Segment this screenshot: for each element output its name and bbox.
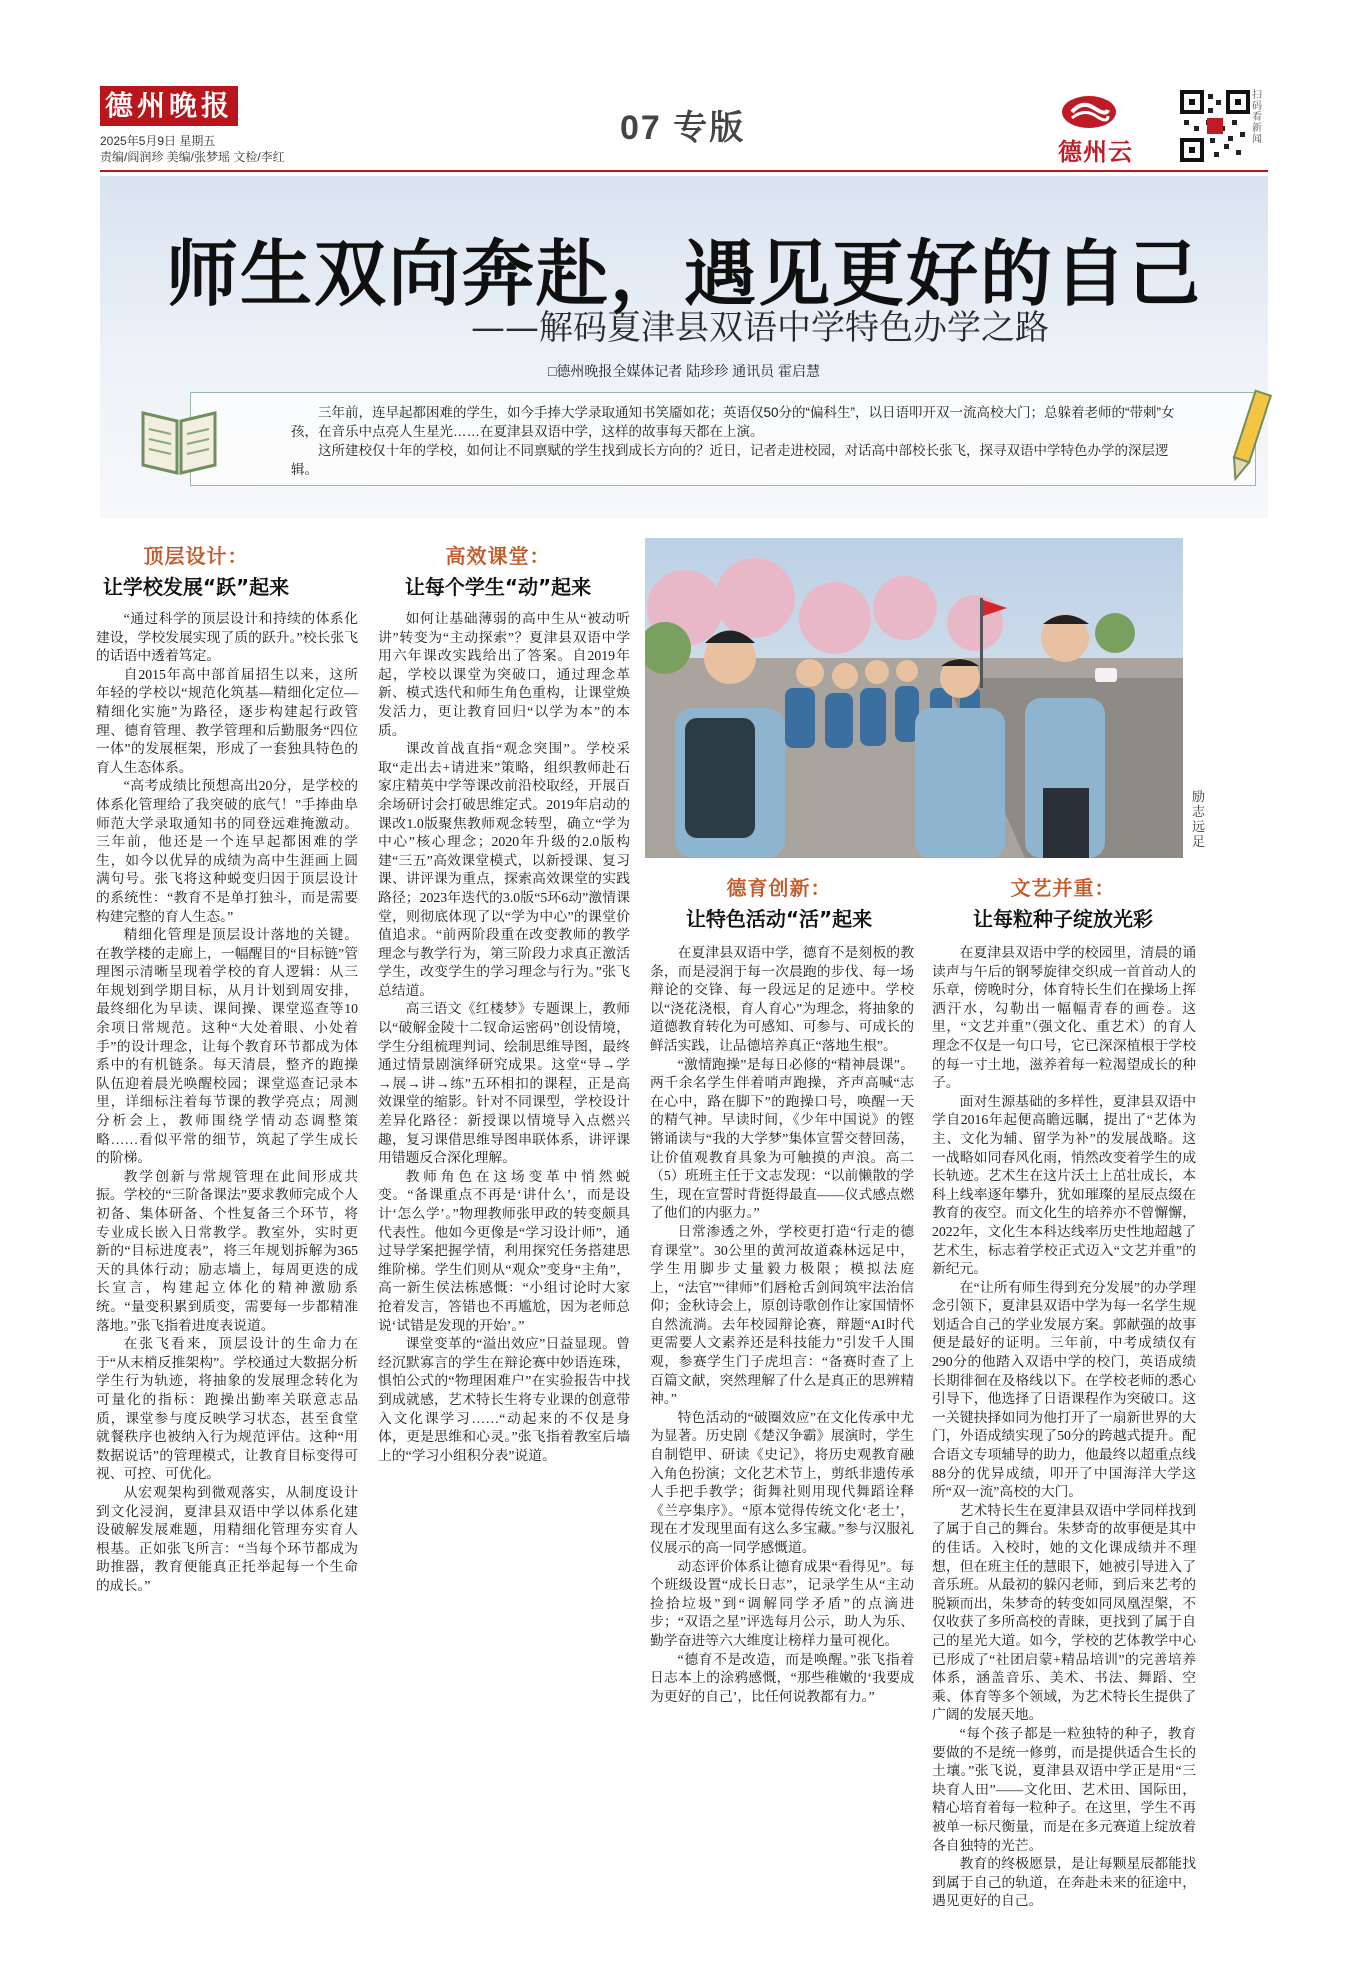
masthead <box>100 86 1270 166</box>
body-paragraph: 日常渗透之外，学校更打造“行走的德育课堂”。30公里的黄河故道森林远足中，学生用脚步丈量毅力极限；模拟法庭上，“法官”“律师”们唇枪舌剑间筑牢法治信仰；金秋诗会上，原创诗歌创作让家国情怀自然流淌。去年校园辩论赛，辩题“AI时代更需要人文素养还是科技能力”引发千人围观，参赛学生门子虎坦言：“备赛时查了上百篇文献，突然理解了什么是真正的思辨精神。” <box>650 1223 914 1407</box>
body-paragraph: 从宏观架构到微观落实，从制度设计到文化浸润，夏津县双语中学以体系化建设破解发展难题，用精细化管理夯实育人根基。正如张飞所言：“当每个环节都成为助推器，教育便能真正托举起每一个生命的成长。” <box>96 1484 358 1593</box>
intro-paragraph: 三年前，连早起都困难的学生，如今手捧大学录取通知书笑靥如花；英语仅50分的“偏科生”，以日语叩开双一流高校大门；总躲着老师的“带刺”女孩，在音乐中点亮人生星光……在夏津县双语中学，这样的故事每天都在上演。 <box>291 405 1175 439</box>
body-paragraph: “激情跑操”是每日必修的“精神晨课”。两千余名学生伴着哨声跑操，齐声高喊“志在心中，路在脚下”的跑操口号，唤醒一天的精气神。早读时间，《少年中国说》的铿锵诵读与“我的大学梦”集体宣誓交替回荡，让价值观教育具象为可触摸的声浪。高二（5）班班主任于文志发现：“以前懒散的学生，现在宣誓时背挺得最直——仪式感点燃了他们的内驱力。” <box>650 1056 914 1221</box>
body-paragraph: 动态评价体系让德育成果“看得见”。每个班级设置“成长日志”，记录学生从“主动捡拾垃圾”到“调解同学矛盾”的点滴进步；“双语之星”评选每月公示，助人为乐、勤学奋进等六大维度让榜样力量可视化。 <box>650 1558 914 1648</box>
body-paragraph: 特色活动的“破圈效应”在文化传承中尤为显著。历史剧《楚汉争霸》展演时，学生自制铠甲、研读《史记》，将历史观教育融入角色扮演；文化艺术节上，剪纸非遗传承人手把手教学；街舞社则用现代舞蹈诠释《兰亭集序》。“原本觉得传统文化‘老土’，现在才发现里面有这么多宝藏。”参与汉服礼仪展示的高一同学感慨道。 <box>650 1409 914 1555</box>
headline-area <box>100 176 1268 518</box>
body-paragraph: 教育的终极愿景，是让每颗星辰都能找到属于自己的轨道，在奔赴未来的征途中，遇见更好的自己。 <box>932 1856 1196 1909</box>
intro-box <box>190 392 1256 486</box>
body-paragraph: 面对生源基础的多样性，夏津县双语中学自2016年起便高瞻远瞩，提出了“艺体为主、文化为辅、留学为补”的发展战略。这一战略如同春风化雨，悄然改变着学生的成长轨迹。艺术生在这片沃土上茁壮成长，本科上线率逐年攀升，犹如璀璨的星辰点缀在教育的夜空。而文化生的培养亦不曾懈懈，2022年，文化生本科达线率历史性地超越了艺术生，标志着学校正式迈入“文艺并重”的新纪元。 <box>932 1093 1196 1277</box>
body-paragraph: 教师角色在这场变革中悄然蜕变。“备课重点不再是‘讲什么’，而是设计‘怎么学’。”物理教师张甲政的转变颇具代表性。他如今更像是“学习设计师”，通过导学案把握学情，利用探究任务搭建思维阶梯。学生们则从“观众”变身“主角”，高一新生侯法栋感慨：“小组讨论时大家抢着发言，答错也不再尴尬，因为老师总说‘试错是发现的开始’。” <box>378 1168 630 1333</box>
article-subtitle: ——解码夏津县双语中学特色办学之路 <box>471 308 1049 348</box>
body-paragraph: “高考成绩比预想高出20分，是学校的体系化管理给了我突破的底气！”手捧曲阜师范大学录取通知书的同登远难掩激动。三年前，他还是一个连早起都困难的学生，如今以优异的成绩为高中生涯画上圆满句号。张飞将这种蜕变归因于顶层设计的系统性：“教育不是单打独斗，而是需要构建完整的育人生态。” <box>96 778 358 924</box>
body-paragraph: “德育不是改造，而是唤醒。”张飞指着日志本上的涂鸦感慨，“那些稚嫩的‘我要成为更好的自己’，比任何说教都有力。” <box>650 1651 914 1704</box>
section-title: 让每个学生“动”起来 <box>404 575 592 599</box>
intro-paragraph: 这所建校仅十年的学校，如何让不同禀赋的学生找到成长方向的？近日，记者走进校园，对话高中部校长张飞，探寻双语中学特色办学的深层逻辑。 <box>291 443 1169 477</box>
qr-code-icon[interactable] <box>1180 90 1250 162</box>
date-line: 2025年5月9日 星期五 <box>100 134 216 148</box>
qr-hint: 扫码看新闻 <box>1252 90 1262 145</box>
section-heading-top-design <box>96 540 296 600</box>
dezhouyun-logo-icon <box>1060 94 1118 130</box>
body-paragraph: 课堂变革的“溢出效应”日益显现。曾经沉默寡言的学生在辩论赛中妙语连珠，惧怕公式的“物理困难户”在实验报告中找到成就感，艺术特长生将专业课的创意带入文化课学习……“动起来的不仅是身体，更是思维和心灵。”张飞指着教室后墙上的“学习小组积分表”说道。 <box>378 1336 630 1463</box>
body-paragraph: 教学创新与常规管理在此间形成共振。学校的“三阶备课法”要求教师完成个人初备、集体研备、个性复备三个环节，将专业成长嵌入日常教学。教室外，实时更新的“目标进度表”，将三年规划拆解为365天的具体行动；励志墙上，每周更迭的成长宣言，构建起立体化的精神激励系统。“量变积累到质变，需要每一步都精准落地。”张飞指着进度表说道。 <box>96 1168 358 1333</box>
editors-line: 责编/阎润珍 美编/张梦瑶 文检/李红 <box>100 150 285 164</box>
column-section-3 <box>650 944 914 1706</box>
body-paragraph: 课改首战直指“观念突围”。学校采取“走出去+请进来”策略，组织教师赴石家庄精英中学等课改前沿校取经，开展百余场研讨会打破思维定式。2019年启动的课改1.0版聚焦教师观念转型，确立“学为中心”核心理念；2020年升级的2.0版构建“三五”高效课堂模式，以新授课、复习课、讲评课为重点，探索高效课堂的实践路径；2023年迭代的3.0版“5环6动”激情课堂，则彻底体现了以“学为中心”的课堂价值追求。“前两阶段重在改变教师的教学理念与教学行为，第三阶段力求真正激活学生，改变学生的学习理念与行为。”张飞总结道。 <box>378 741 630 998</box>
body-paragraph: 在张飞看来，顶层设计的生命力在于“从末梢反推架构”。学校通过大数据分析学生行为轨迹，将抽象的发展理念转化为可量化的指标：跑操出勤率关联意志品质，课堂参与度反映学习状态，甚至食堂就餐秩序也被纳入行为规范评估。这种“用数据说话”的管理模式，让教育目标变得可视、可控、可优化。 <box>96 1336 358 1482</box>
body-paragraph: 精细化管理是顶层设计落地的关键。在教学楼的走廊上，一幅醒目的“目标链”管理图示清晰呈现着学校的育人逻辑：从三年规划到学期目标，从月计划到周安排，最终细化为早读、课间操、课堂巡查等10余项日常规范。这种“大处着眼、小处着手”的设计理念，让每个教育环节都成为体系中的有机链条。每天清晨，整齐的跑操队伍迎着晨光唤醒校园；课堂巡查记录本里，详细标注着每节课的教学亮点；周测分析会上，教师围绕学情动态调整策略……看似平常的细节，筑起了学生成长的阶梯。 <box>96 927 358 1166</box>
section-kicker: 高效课堂： <box>445 544 551 568</box>
column-section-2 <box>378 610 630 1465</box>
column-section-1 <box>96 610 358 1595</box>
masthead-rule <box>100 170 1268 172</box>
body-paragraph: “每个孩子都是一粒独特的种子，教育要做的不是统一修剪，而是提供适合生长的土壤。”张飞说，夏津县双语中学正是用“三块育人田”——文化田、艺术田、国际田，精心培育着每一粒种子。在这里，学生不再被单一标尺衡量，而是在多元赛道上绽放着各自独特的光芒。 <box>932 1725 1196 1853</box>
body-paragraph: 在夏津县双语中学的校园里，清晨的诵读声与午后的钢琴旋律交织成一首首动人的乐章，傍晚时分，体育特长生们在操场上挥洒汗水，勾勒出一幅幅青春的画卷。这里，“文艺并重”（强文化、重艺术）的育人理念不仅是一句口号，它已深深植根于学校的每一寸土地，滋养着每一粒渴望成长的种子。 <box>932 945 1196 1091</box>
article-title: 师生双向奔赴，遇见更好的自己 <box>165 232 1202 316</box>
newspaper-logo: 德州晚报 <box>100 86 238 126</box>
body-paragraph: 在“让所有师生得到充分发展”的办学理念引领下，夏津县双语中学为每一名学生规划适合自己的学业发展方案。郭献强的故事便是最好的证明。三年前，中考成绩仅有290分的他踏入双语中学的校门，英语成绩长期徘徊在及格线以下。在学校老师的悉心引导下，他选择了日语课程作为突破口。这一关键抉择如同为他打开了一扇新世界的大门，外语成绩实现了50分的跨越式提升。配合语文专项辅导的助力，他最终以超重点线88分的优异成绩，叩开了中国海洋大学这所“双一流”高校的大门。 <box>932 1279 1196 1500</box>
app-name: 德州云 <box>1058 139 1133 166</box>
hiking-photo <box>645 538 1183 858</box>
section-kicker: 顶层设计： <box>143 544 249 568</box>
column-section-4 <box>932 944 1196 1911</box>
section-heading-culture-arts <box>932 872 1194 932</box>
section-kicker: 德育创新： <box>726 876 832 900</box>
section-heading-moral-innovation <box>650 872 908 932</box>
pencil-icon <box>1219 387 1279 487</box>
body-paragraph: 在夏津县双语中学，德育不是刻板的教条，而是浸润于每一次晨跑的步伐、每一场辩论的交锋、每一段远足的足迹中。学校以“浇花浇根，育人育心”为理念，将抽象的道德教育转化为可感知、可参与、可成长的鲜活实践，让品德培养真正“落地生根”。 <box>650 945 914 1053</box>
body-paragraph: 自2015年高中部首届招生以来，这所年轻的学校以“规范化筑基—精细化定位—精细化实施”为路径，逐步构建起行政管理、德育管理、教学管理和后勤服务“四位一体”的发展框架，形成了一套独具特色的育人生态体系。 <box>96 666 358 775</box>
intro-text <box>291 403 1177 479</box>
page-label: 07 专版 <box>620 109 746 147</box>
section-kicker: 文艺并重： <box>1010 876 1116 900</box>
book-icon <box>137 399 221 479</box>
article-byline: □德州晚报全媒体记者 陆珍珍 通讯员 霍启慧 <box>547 363 821 379</box>
section-heading-efficient-class <box>378 540 618 600</box>
body-paragraph: “通过科学的顶层设计和持续的体系化建设，学校发展实现了质的跃升。”校长张飞的话语中透着笃定。 <box>96 611 358 664</box>
body-paragraph: 如何让基础薄弱的高中生从“被动听讲”转变为“主动探索”？夏津县双语中学用六年课改实践给出了答案。自2019年起，学校以课堂为突破口，通过理念革新、模式迭代和师生角色重构，让课堂焕发活力，更让教育回归“以学为本”的本质。 <box>378 611 630 738</box>
section-title: 让每粒种子绽放光彩 <box>973 907 1153 931</box>
section-title: 让特色活动“活”起来 <box>685 907 873 931</box>
body-paragraph: 高三语文《红楼梦》专题课上，教师以“破解金陵十二钗命运密码”创设情境，学生分组梳理判词、绘制思维导图，最终通过情景剧演绎研究成果。这堂“导→学→展→讲→练”五环相扣的课程，正是高效课堂的缩影。针对不同课型，学校设计差异化路径：新授课以情境导入点燃兴趣，复习课借思维导图串联体系，讲评课用错题反合深化理解。 <box>378 1001 630 1166</box>
section-title: 让学校发展“跃”起来 <box>102 575 290 599</box>
photo-caption: 励志远足 <box>1192 790 1206 850</box>
body-paragraph: 艺术特长生在夏津县双语中学同样找到了属于自己的舞台。朱梦奇的故事便是其中的佳话。入校时，她的文化课成绩并不理想，但在班主任的慧眼下，她被引导进入了音乐班。从最初的躲闪老师，到后来艺考的脱颖而出，朱梦奇的转变如同凤凰涅槃，不仅收获了多所高校的青睐，更找到了属于自己的星光大道。如今，学校的艺体教学中心已形成了“社团启蒙+精品培训”的完善培养体系，涵盖音乐、美术、书法、舞蹈、空乘、体育等多个领域，为艺术特长生提供了广阔的发展天地。 <box>932 1502 1196 1723</box>
